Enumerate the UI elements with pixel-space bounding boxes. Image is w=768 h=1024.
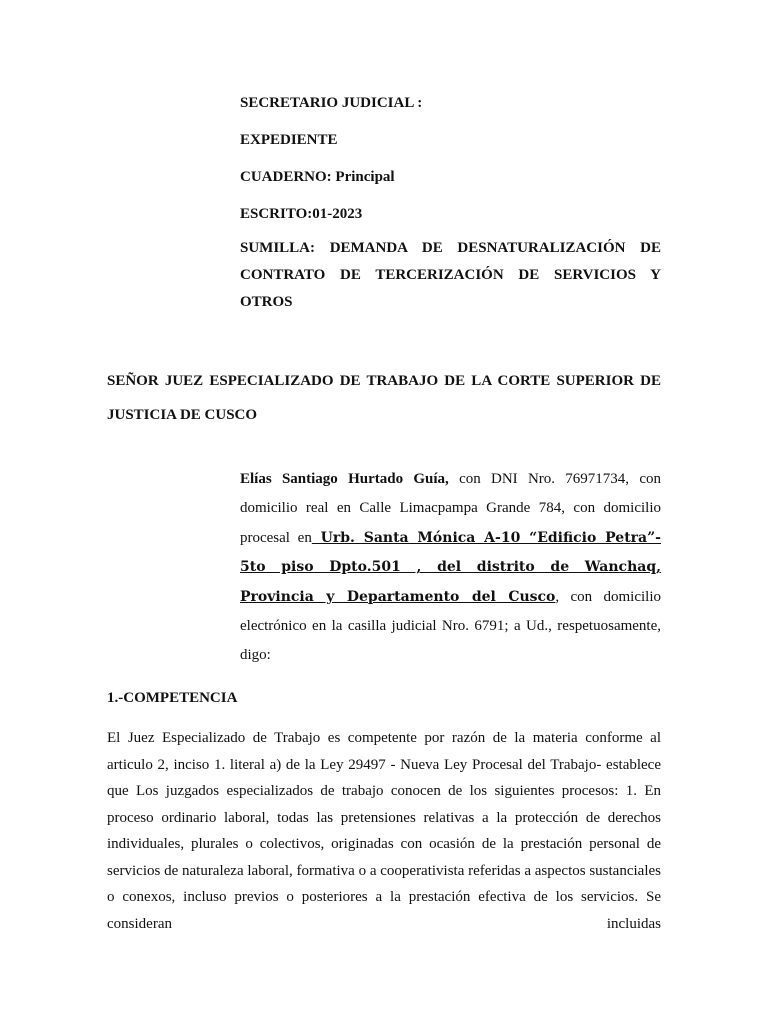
party-text-2: , con domicilio electrónico en la casilla judicial Nro. 6791; a Ud., respetuosamente, digo: [240, 588, 661, 664]
addressee-heading: SEÑOR JUEZ ESPECIALIZADO DE TRABAJO DE LA CORTE SUPERIOR DE JUSTICIA DE CUSCO [107, 373, 661, 423]
section-title: 1.-COMPETENCIA [107, 690, 238, 706]
section-body: El Juez Especializado de Trabajo es competente por razón de la materia conforme al articulo 2, inciso 1. literal a) de la Ley 29497 - Nueva Ley Procesal del Trabajo- establece que Los juzgados especializados de trabajo conocen de los siguientes procesos: 1. En proceso ordinario laboral, todas las pretensiones relativas a la protección de derechos individuales, plurales o colectivos, originadas con ocasión de la prestación personal de servicios de naturaleza laboral, formativa o a cooperativista referidas a aspectos sustanciales o conexos, incluso previos o posteriores a la prestación efectiva de los servicios. Se consideran incluidas [107, 730, 661, 932]
cuaderno-line: CUADERNO: Principal [240, 169, 395, 185]
expediente-line: EXPEDIENTE [240, 132, 338, 148]
sumilla-block: SUMILLA: DEMANDA DE DESNATURALIZACIÓN DE CONTRATO DE TERCERIZACIÓN DE SERVICIOS Y OTROS [240, 240, 661, 310]
escrito-line: ESCRITO:01-2023 [240, 206, 363, 222]
party-paragraph [240, 465, 661, 671]
party-text-1: con DNI Nro. 76971734, con domicilio real en Calle Limacpampa Grande 784, con domicilio procesal en [240, 471, 661, 546]
party-name: Elías Santiago Hurtado Guía, [240, 471, 449, 487]
party-address: Urb. Santa Mónica A-10 “Edificio Petra”- 5to piso Dpto.501 , del distrito de Wanchaq, Provincia y Departamento del Cusco [240, 529, 661, 605]
secretario-line: SECRETARIO JUDICIAL : [240, 95, 423, 111]
